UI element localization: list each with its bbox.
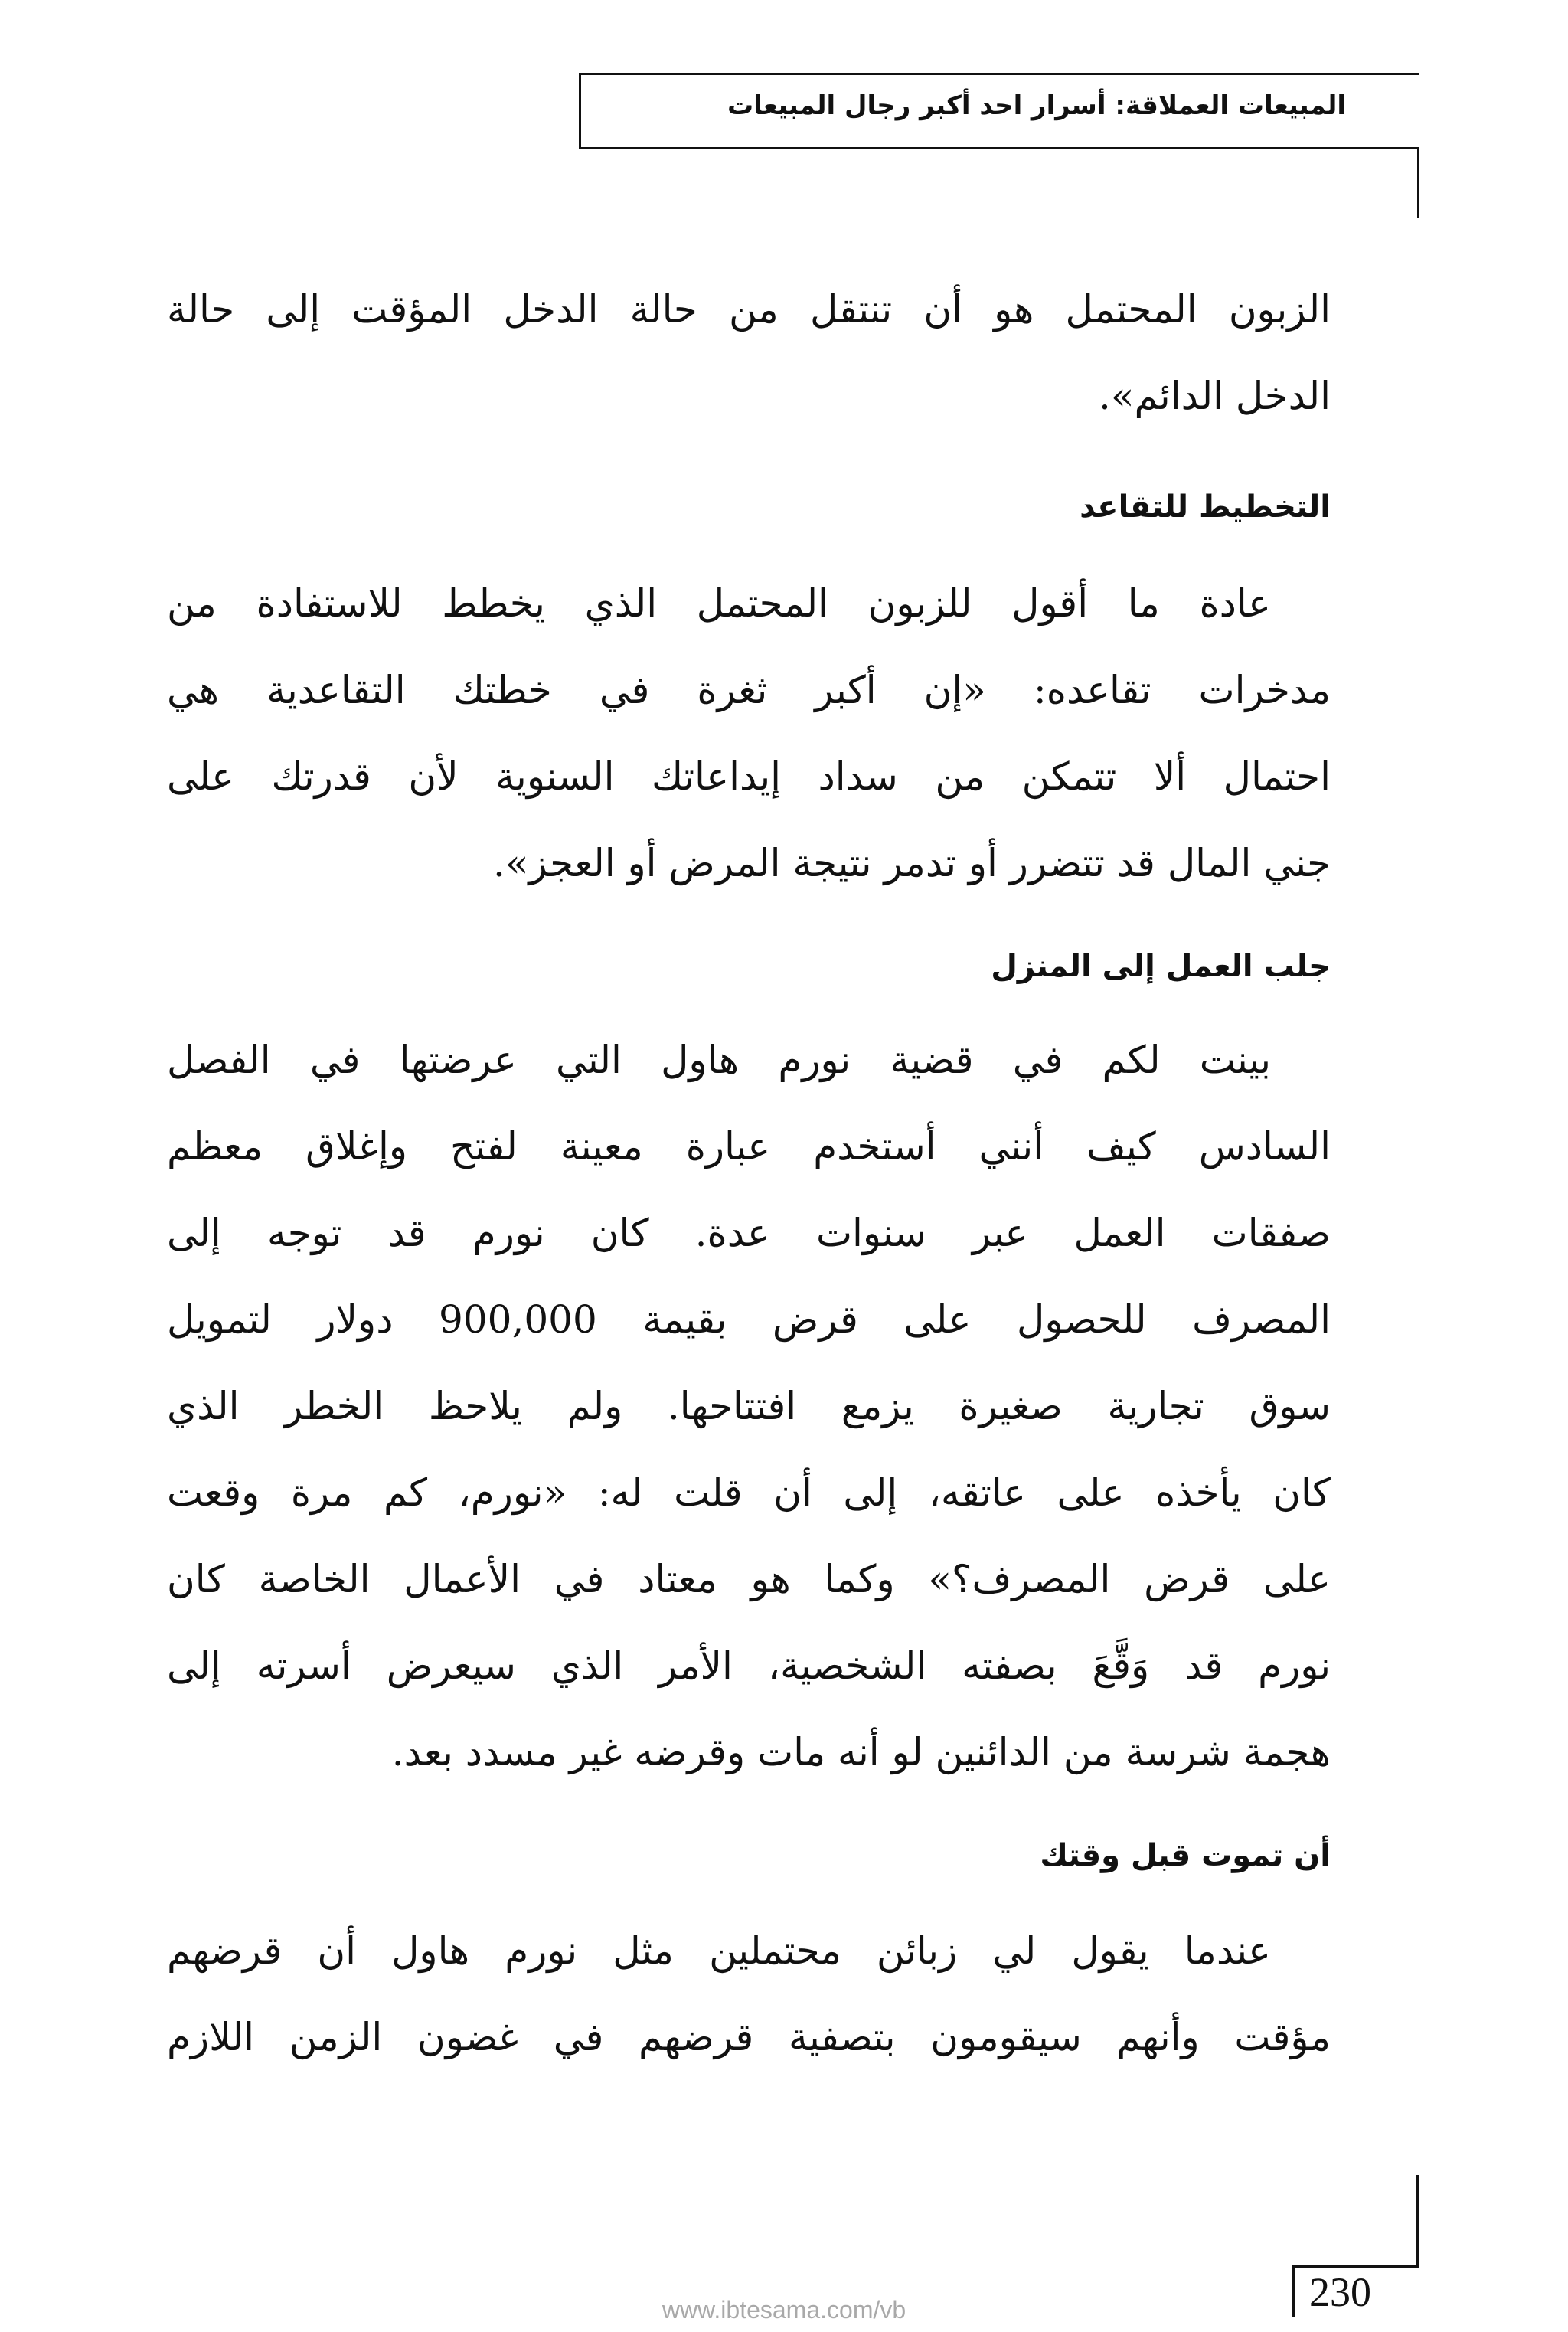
section-heading-retirement: التخطيط للتقاعد — [1080, 489, 1331, 525]
page-number: 230 — [1309, 2269, 1371, 2315]
folio-rule-horizontal — [1294, 2265, 1419, 2268]
header-rule-top — [580, 73, 1419, 75]
header-rule-left — [579, 73, 581, 149]
text-line: عادة ما أقول للزبون المحتمل الذي يخطط للاستفادة من — [167, 581, 1271, 626]
text-line: بينت لكم في قضية نورم هاول التي عرضتها في الفصل — [167, 1038, 1271, 1082]
text-line: المصرف للحصول على قرض بقيمة 900,000 دولار لتمويل — [167, 1297, 1331, 1342]
paragraph-retirement — [167, 561, 1331, 907]
folio-rule-vertical — [1416, 2175, 1419, 2267]
text-line: احتمال ألا تتمكن من سداد إيداعاتك السنوية لأن قدرتك على — [167, 754, 1331, 799]
text-line: السادس كيف أنني أستخدم عبارة معينة لفتح وإغلاق معظم — [167, 1124, 1331, 1169]
watermark-url: www.ibtesama.com/vb — [662, 2296, 906, 2324]
running-header-title: المبيعات العملاقة: أسرار احد أكبر رجال المبيعات — [727, 90, 1346, 121]
text-line: الزبون المحتمل هو أن تنتقل من حالة الدخل المؤقت إلى حالة — [167, 287, 1331, 332]
section-heading-work-home: جلب العمل إلى المنزل — [991, 949, 1331, 984]
text-line: صفقات العمل عبر سنوات عدة. كان نورم قد توجه إلى — [167, 1211, 1331, 1255]
text-line: جني المال قد تتضرر أو تدمر نتيجة المرض أو العجز». — [493, 841, 1331, 885]
paragraph-continued — [167, 267, 1331, 440]
header-rule-bottom — [580, 147, 1419, 149]
text-line: نورم قد وَقَّعَ بصفته الشخصية، الأمر الذي سيعرض أسرته إلى — [167, 1644, 1331, 1688]
text-line: عندما يقول لي زبائن محتملين مثل نورم هاول أن قرضهم — [167, 1928, 1271, 1973]
text-line: هجمة شرسة من الدائنين لو أنه مات وقرضه غير مسدد بعد. — [391, 1730, 1331, 1774]
paragraph-work-home — [167, 1017, 1331, 1796]
text-line: الدخل الدائم». — [1099, 374, 1331, 418]
text-line: على قرض المصرف؟» وكما هو معتاد في الأعمال الخاصة كان — [167, 1557, 1331, 1601]
text-line: سوق تجارية صغيرة يزمع افتتاحها. ولم يلاحظ الخطر الذي — [167, 1384, 1331, 1428]
text-line: مؤقت وأنهم سيقومون بتصفية قرضهم في غضون الزمن اللازم — [167, 2015, 1331, 2059]
section-heading-die-early: أن تموت قبل وقتك — [1040, 1838, 1331, 1873]
text-line: مدخرات تقاعده: «إن أكبر ثغرة في خطتك التقاعدية هي — [167, 668, 1331, 712]
header-rule-right — [1417, 149, 1419, 218]
paragraph-die-early — [167, 1908, 1331, 2081]
text-line: كان يأخذه على عاتقه، إلى أن قلت له: «نورم، كم مرة وقعت — [167, 1470, 1331, 1515]
page-body — [167, 267, 1331, 2081]
